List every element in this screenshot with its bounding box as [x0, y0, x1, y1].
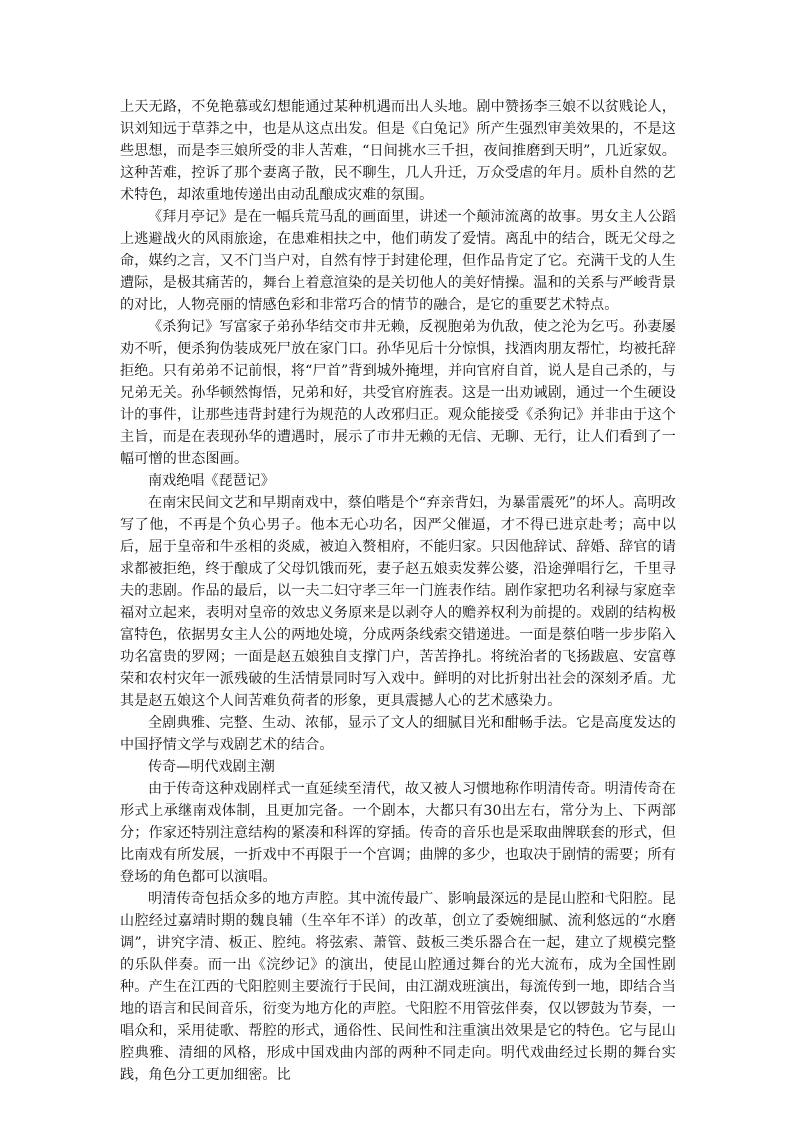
paragraph-chuanqi-form: 由于传奇这种戏剧样式一直延续至清代，故又被人习惯地称作明清传奇。明清传奇在形式上承继南戏体制，且更加完备。一个剧本，大都只有30出左右，常分为上、下两部分；作家还特别注意结构的紧凑和科诨的穿插。传奇的音乐也是采取曲牌联套的形式，但比南戏有所发展，一折戏中不再限于一个宫调；曲牌的多少，也取决于剧情的需要；所有登场的角色都可以演唱。 [120, 781, 676, 885]
paragraph-pipa-ji-summary: 全剧典雅、完整、生动、浓郁，显示了文人的细腻目光和酣畅手法。它是高度发达的中国抒情文学与戏剧艺术的结合。 [120, 715, 676, 753]
paragraph-chuanqi-styles: 明清传奇包括众多的地方声腔。其中流传最广、影响最深远的是昆山腔和弋阳腔。昆山腔经过嘉靖时期的魏良辅（生卒年不详）的改革，创立了委婉细腻、流利悠远的“水磨调”，讲究字清、板正、腔纯。将弦索、萧管、鼓板三类乐器合在一起，建立了规模完整的乐队伴奏。而一出《浣纱记》的演出，使昆山腔通过舞台的光大流布，成为全国性剧种。产生在江西的弋阳腔则主要流行于民间，由江湖戏班演出，每流传到一地，即结合当地的语言和民间音乐，衍变为地方化的声腔。弋阳腔不用管弦伴奏，仅以锣鼓为节奏，一唱众和，采用徒歌、帮腔的形式，通俗性、民间性和注重演出效果是它的特色。它与昆山腔典雅、清细的风格，形成中国戏曲内部的两种不同走向。明代戏曲经过长期的舞台实践，角色分工更加细密。比 [120, 891, 676, 1083]
paragraph-shagou-ji: 《杀狗记》写富家子弟孙华结交市井无赖，反视胞弟为仇敌，使之沦为乞丐。孙妻屡劝不听，便杀狗伪装成死尸放在家门口。孙华见后十分惊惧，找酒肉朋友帮忙，均被托辞拒绝。只有弟弟不记前恨，将“尸首”背到城外掩埋，并向官府自首，说人是自己杀的，与兄弟无关。孙华顿然悔悟，兄弟和好，共受官府旌表。这是一出劝诫剧，通过一个生硬设计的事件，让那些违背封建行为规范的人改邪归正。观众能接受《杀狗记》并非由于这个主旨，而是在表现孙华的遭遇时，展示了市井无赖的无信、无聊、无行，让人们看到了一幅可憎的世态图画。 [120, 319, 676, 467]
section-heading-chuanqi: 传奇—明代戏剧主潮 [148, 759, 275, 775]
document-page [120, 96, 676, 1086]
paragraph-baiyue-ting: 《拜月亭记》是在一幅兵荒马乱的画面里，讲述一个颠沛流离的故事。男女主人公蹈上逃避战火的风雨旅途，在患难相扶之中，他们萌发了爱情。离乱中的结合，既无父母之命，媒约之言，又不门当户对，自然有悖于封建伦理，但作品肯定了它。充满干戈的人生遭际，是极其痛苦的，舞台上着意渲染的是关切他人的美好情操。温和的关系与严峻背景的对比，人物亮丽的情感色彩和非常巧合的情节的融合，是它的重要艺术特点。 [120, 209, 676, 313]
paragraph-baitu-ji: 上天无路，不免艳慕或幻想能通过某种机遇而出人头地。剧中赞扬李三娘不以贫贱论人，识刘知远于草莽之中，也是从这点出发。但是《白兔记》所产生强烈审美效果的，不是这些思想，而是李三娘所受的非人苦难，“日间挑水三千担，夜间推磨到天明”，几近家奴。这种苦难，控诉了那个妻离子散，民不聊生，几人升迁，万众受虐的年月。质朴自然的艺术特色，却浓重地传递出由动乱酿成灾难的氛围。 [120, 99, 676, 203]
section-heading-pipa-ji: 南戏绝唱《琵琶记》 [148, 473, 275, 489]
paragraph-pipa-ji-plot: 在南宋民间文艺和早期南戏中，蔡伯喈是个“弃亲背妇，为暴雷震死”的坏人。高明改写了他，不再是个负心男子。他本无心功名，因严父催逼，才不得已进京赴考；高中以后，屈于皇帝和牛丞相的炎威，被迫入赘相府，不能归家。只因他辞试、辞婚、辞官的请求都被拒绝，终于酿成了父母饥饿而死，妻子赵五娘卖发葬公婆，沿途弹唱行乞，千里寻夫的悲剧。作品的最后，以一夫二妇守孝三年一门旌表作结。剧作家把功名利禄与家庭幸福对立起来，表明对皇帝的效忠义务原来是以剥夺人的赡养权利为前提的。戏剧的结构极富特色，依据男女主人公的两地处境，分成两条线索交错递进。一面是蔡伯喈一步步陷入功名富贵的罗网；一面是赵五娘独自支撑门户，苦苦挣扎。将统治者的飞扬跋扈、安富尊荣和农村灾年一派残破的生活情景同时写入戏中。鲜明的对比折射出社会的深刻矛盾。尤其是赵五娘这个人间苦难负荷者的形象，更具震撼人心的艺术感染力。 [120, 495, 676, 709]
